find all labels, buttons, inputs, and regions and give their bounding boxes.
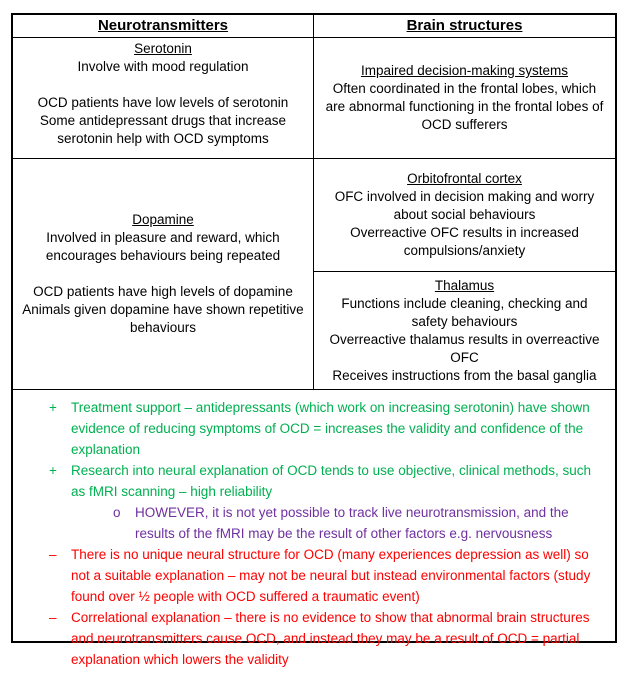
evaluation-item-text: Correlational explanation – there is no evidence to show that abnormal brain structures and neurotransmitters cause OCD, and instead they may be a result of OCD = partial explanation which lowers the validity xyxy=(71,610,590,667)
minus-bullet-icon: – xyxy=(49,610,57,625)
table-row-2 xyxy=(13,159,615,390)
dopamine-para-3: Animals given dopamine have shown repetitive behaviours xyxy=(22,302,304,335)
cell-thalamus xyxy=(314,272,615,389)
evaluation-section xyxy=(13,390,615,674)
evaluation-item-text: There is no unique neural structure for OCD (many experiences depression as well) so not a suitable explanation – may not be neural but instead environmental factors (study found over ½ people with OCD suffered a traumatic event) xyxy=(71,547,591,604)
evaluation-item-negative-2 xyxy=(43,607,601,670)
evaluation-item-text: Research into neural explanation of OCD tends to use objective, clinical methods, such as fMRI scanning – high reliability xyxy=(71,463,592,499)
impaired-body: Often coordinated in the frontal lobes, which are abnormal functioning in the frontal lobes of OCD sufferers xyxy=(325,81,604,132)
cell-orbitofrontal-cortex xyxy=(314,159,615,272)
brain-structures-subcolumn xyxy=(314,159,615,389)
dopamine-para-1: Involved in pleasure and reward, which encourages behaviours being repeated xyxy=(45,230,281,263)
cell-impaired-decision-making xyxy=(314,38,615,158)
table-header-row xyxy=(13,15,615,38)
thalamus-para-1: Functions include cleaning, checking and safety behaviours xyxy=(341,295,588,329)
ofc-para-1: OFC involved in decision making and worry about social behaviours xyxy=(334,189,595,222)
serotonin-para-3: Some antidepressant drugs that increase serotonin help with OCD symptoms xyxy=(39,113,287,146)
evaluation-item-positive-2 xyxy=(43,460,601,502)
serotonin-para-2: OCD patients have low levels of serotonin xyxy=(37,95,289,110)
column-header-brain-structures-label: Brain structures xyxy=(406,17,523,34)
plus-bullet-icon: + xyxy=(49,400,57,415)
column-header-neurotransmitters xyxy=(13,15,314,37)
serotonin-para-1: Involve with mood regulation xyxy=(77,59,249,74)
dopamine-para-2: OCD patients have high levels of dopamine xyxy=(33,284,293,299)
thalamus-title: Thalamus xyxy=(434,277,495,293)
column-header-brain-structures xyxy=(314,15,615,37)
dopamine-title: Dopamine xyxy=(132,212,194,227)
cell-serotonin xyxy=(13,38,314,158)
ofc-para-2: Overreactive OFC results in increased compulsions/anxiety xyxy=(350,225,579,258)
evaluation-subitem-caveat xyxy=(43,502,601,544)
evaluation-item-text: Treatment support – antidepressants (which work on increasing serotonin) have shown evidence of reducing symptoms of OCD = increases the validity and confidence of the explanation xyxy=(71,400,590,457)
table-row-1 xyxy=(13,38,615,159)
impaired-title: Impaired decision-making systems xyxy=(360,63,569,78)
evaluation-item-negative-1 xyxy=(43,544,601,607)
serotonin-title: Serotonin xyxy=(134,41,192,56)
thalamus-para-2: Overreactive thalamus results in overreactive OFC xyxy=(329,331,600,365)
thalamus-para-3: Receives instructions from the basal ganglia xyxy=(332,367,597,383)
ofc-title: Orbitofrontal cortex xyxy=(407,171,522,186)
plus-bullet-icon: + xyxy=(49,463,57,478)
blank-line xyxy=(21,265,305,283)
blank-line xyxy=(21,76,305,94)
evaluation-item-text: HOWEVER, it is not yet possible to track live neurotransmission, and the results of the fMRI may be the result of other factors e.g. nervousness xyxy=(135,505,569,541)
cell-dopamine xyxy=(13,159,314,389)
column-header-neurotransmitters-label: Neurotransmitters xyxy=(97,17,229,34)
ocd-notes-table xyxy=(11,13,617,667)
evaluation-item-positive-1 xyxy=(43,397,601,460)
minus-bullet-icon: – xyxy=(49,547,57,562)
circle-bullet-icon: o xyxy=(113,505,121,520)
